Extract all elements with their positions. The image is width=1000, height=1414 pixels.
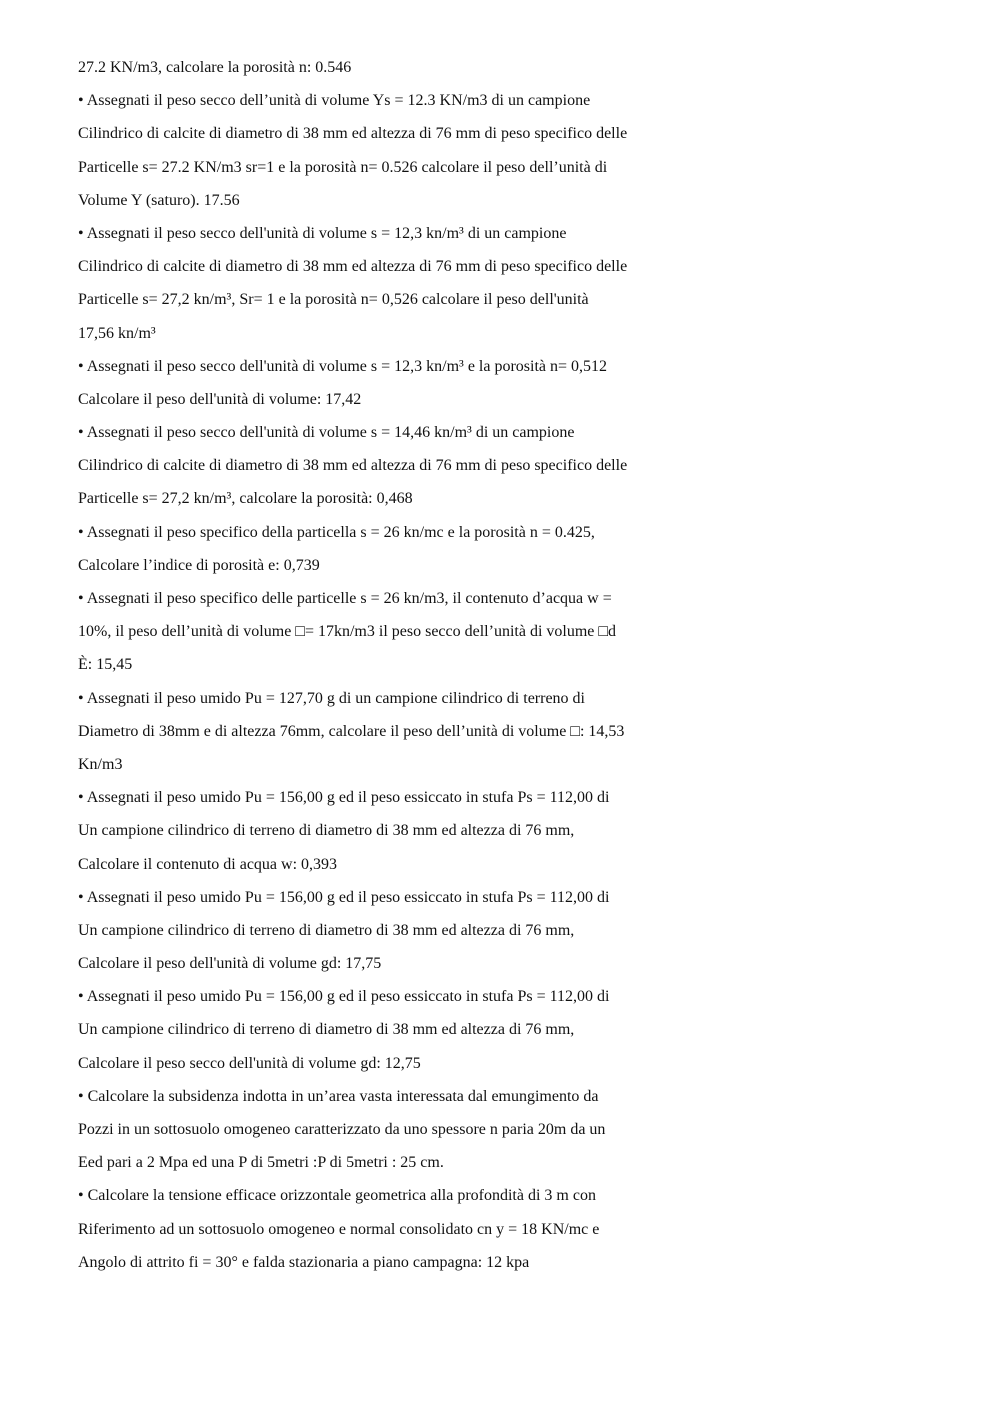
text-line: • Assegnati il peso secco dell’unità di volume Ys = 12.3 KN/m3 di un campione [78, 92, 591, 110]
text-line: Calcolare il peso dell'unità di volume: 17,42 [78, 390, 362, 408]
text-line: • Assegnati il peso umido Pu = 156,00 g ed il peso essiccato in stufa Ps = 112,00 di [78, 988, 610, 1006]
text-line: • Assegnati il peso umido Pu = 156,00 g ed il peso essiccato in stufa Ps = 112,00 di [78, 888, 610, 906]
text-line: Un campione cilindrico di terreno di diametro di 38 mm ed altezza di 76 mm, [78, 921, 575, 939]
text-line: • Assegnati il peso specifico delle particelle s = 26 kn/m3, il contenuto d’acqua w = [78, 590, 612, 607]
text-line: 27.2 KN/m3, calcolare la porosità n: 0.546 [78, 59, 352, 76]
text-line: Calcolare l’indice di porosità e: 0,739 [78, 556, 320, 574]
text-line: Particelle s= 27,2 kn/m³, calcolare la porosità: 0,468 [78, 490, 413, 508]
text-line: • Assegnati il peso umido Pu = 127,70 g di un campione cilindrico di terreno di [78, 689, 585, 707]
text-line: Calcolare il peso dell'unità di volume gd: 17,75 [78, 955, 382, 973]
text-line: Cilindrico di calcite di diametro di 38 mm ed altezza di 76 mm di peso specifico delle [78, 457, 628, 475]
text-line: Pozzi in un sottosuolo omogeneo caratterizzato da uno spessore n paria 20m da un [78, 1121, 606, 1138]
text-line: Angolo di attrito fi = 30° e falda stazionaria a piano campagna: 12 kpa [78, 1253, 530, 1271]
text-line: Calcolare il contenuto di acqua w: 0,393 [78, 855, 338, 873]
text-line: Diametro di 38mm e di altezza 76mm, calcolare il peso dell’unità di volume □: 14,53 [78, 722, 625, 740]
text-line: Un campione cilindrico di terreno di diametro di 38 mm ed altezza di 76 mm, [78, 822, 575, 840]
text-line: Kn/m3 [78, 755, 123, 773]
text-line: Calcolare il peso secco dell'unità di volume gd: 12,75 [78, 1054, 421, 1072]
text-line: Eed pari a 2 Mpa ed una P di 5metri :P di 5metri : 25 cm. [78, 1154, 444, 1172]
text-line: Cilindrico di calcite di diametro di 38 mm ed altezza di 76 mm di peso specifico delle [78, 125, 628, 143]
text-line: • Assegnati il peso secco dell'unità di volume s = 12,3 kn/m³ di un campione [78, 224, 567, 242]
text-line: • Assegnati il peso secco dell'unità di volume s = 14,46 kn/m³ di un campione [78, 424, 575, 442]
text-line: 17,56 kn/m³ [78, 324, 156, 342]
text-line: 10%, il peso dell’unità di volume □= 17kn/m3 il peso secco dell’unità di volume □d [78, 623, 617, 641]
text-line: È: 15,45 [78, 656, 133, 674]
text-line: • Assegnati il peso specifico della particella s = 26 kn/mc e la porosità n = 0.425, [78, 523, 595, 541]
text-line: Riferimento ad un sottosuolo omogeneo e normal consolidato cn y = 18 KN/mc e [78, 1220, 600, 1238]
text-line: • Calcolare la subsidenza indotta in un’area vasta interessata dal emungimento da [78, 1087, 599, 1105]
text-line: Cilindrico di calcite di diametro di 38 mm ed altezza di 76 mm di peso specifico delle [78, 258, 628, 276]
text-line: • Assegnati il peso umido Pu = 156,00 g ed il peso essiccato in stufa Ps = 112,00 di [78, 789, 610, 807]
text-line: Particelle s= 27.2 KN/m3 sr=1 e la porosità n= 0.526 calcolare il peso dell’unità di [78, 158, 608, 176]
text-line: Particelle s= 27,2 kn/m³, Sr= 1 e la porosità n= 0,526 calcolare il peso dell'unità [78, 291, 589, 309]
text-line: • Assegnati il peso secco dell'unità di volume s = 12,3 kn/m³ e la porosità n= 0,512 [78, 357, 608, 375]
document-text [78, 55, 718, 1283]
text-line: Un campione cilindrico di terreno di diametro di 38 mm ed altezza di 76 mm, [78, 1021, 575, 1039]
text-line: • Calcolare la tensione efficace orizzontale geometrica alla profondità di 3 m con [78, 1187, 596, 1205]
text-line: Volume Y (saturo). 17.56 [78, 191, 240, 209]
